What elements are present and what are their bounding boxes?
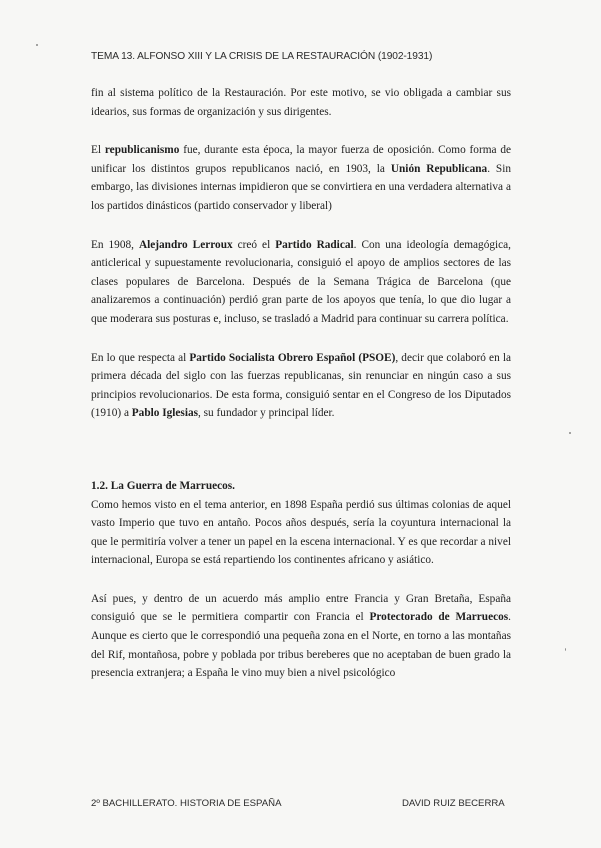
paragraph-protectorado xyxy=(91,590,511,683)
text-run: En lo que respecta al xyxy=(91,351,190,364)
bold-term-union-republicana: Unión Republicana xyxy=(390,162,488,175)
bold-term-lerroux: Alejandro Lerroux xyxy=(138,238,233,251)
text-run: , decir que colaboró en la primera década del siglo con las fuerzas republicanas, sin renunciar en ningún caso a sus principios revolucionarios. De esta forma, consiguió sentar en el Congreso de los Diputados (1910) a xyxy=(91,351,511,420)
text-run: En 1908, xyxy=(91,238,139,251)
bold-term-pablo-iglesias: Pablo Iglesias xyxy=(131,407,199,420)
section-title: 1.2. La Guerra de Marruecos. xyxy=(91,479,236,492)
scan-speck xyxy=(565,648,566,651)
paragraph-republicanismo xyxy=(91,141,511,215)
paragraph-continuation: fin al sistema político de la Restauración. Por este motivo, se vio obligada a cambiar sus idearios, sus formas de organización y sus dirigentes. xyxy=(91,87,511,118)
text-run: El xyxy=(91,144,105,157)
document-body xyxy=(91,84,511,683)
text-run: . Con una ideología demagógica, anticlerical y supuestamente revolucionaria, consiguió el apoyo de amplios sectores de las clases populares de Barcelona. Después de la Semana Trágica de Barcelona (que analizaremos a continuación) perdió gran parte de los apoyos que tenía, lo que dio lugar a que moderara sus posturas e, incluso, se trasladó a Madrid para continuar su carrera política. xyxy=(91,238,511,325)
bold-term-republicanismo: republicanismo xyxy=(104,144,180,157)
bold-term-psoe: Partido Socialista Obrero Español (PSOE) xyxy=(189,351,396,364)
paragraph-guerra-intro: Como hemos visto en el tema anterior, en 1898 España perdió sus últimas colonias de aquel vasto Imperio que tuvo en antaño. Pocos años después, sería la coyuntura internacional la que le permitiría volver a tener un papel en la escena internacional. Y es que recordar a nivel internacional, Europa se está repartiendo los continentes africano y asiático. xyxy=(91,498,511,567)
text-run: . Sin embargo, las divisiones internas impidieron que se convirtiera en una verdadera alternativa a los partidos dinásticos (partido conservador y liberal) xyxy=(91,162,511,212)
bold-term-protectorado: Protectorado de Marruecos xyxy=(369,611,509,624)
text-run: . Aunque es cierto que le correspondió una pequeña zona en el Norte, en torno a las montañas del Rif, montañosa, pobre y poblada por tribus bereberes que no aceptaban de buen grado la presencia extranjera; a España le vino muy bien a nivel psicológico xyxy=(91,611,511,680)
text-run: , su fundador y principal líder. xyxy=(198,407,335,420)
paragraph-lerroux xyxy=(91,236,511,329)
page-header: TEMA 13. ALFONSO XIII Y LA CRISIS DE LA RESTAURACIÓN (1902-1931) xyxy=(91,51,433,62)
scan-speck xyxy=(569,432,571,434)
footer-author: DAVID RUIZ BECERRA xyxy=(402,798,505,809)
scan-speck xyxy=(36,44,38,46)
text-run: fue, durante esta época, la mayor fuerza de oposición. Como forma de unificar los distintos grupos republicanos nació, en 1903, la xyxy=(91,144,511,175)
bold-term-partido-radical: Partido Radical xyxy=(275,238,354,251)
text-run: Así pues, y dentro de un acuerdo más amplio entre Francia y Gran Bretaña, España consiguió que se le permitiera compartir con Francia el xyxy=(91,592,511,624)
footer-course: 2º BACHILLERATO. HISTORIA DE ESPAÑA xyxy=(91,798,282,809)
text-run: creó el xyxy=(232,238,276,251)
paragraph-psoe xyxy=(91,349,511,423)
